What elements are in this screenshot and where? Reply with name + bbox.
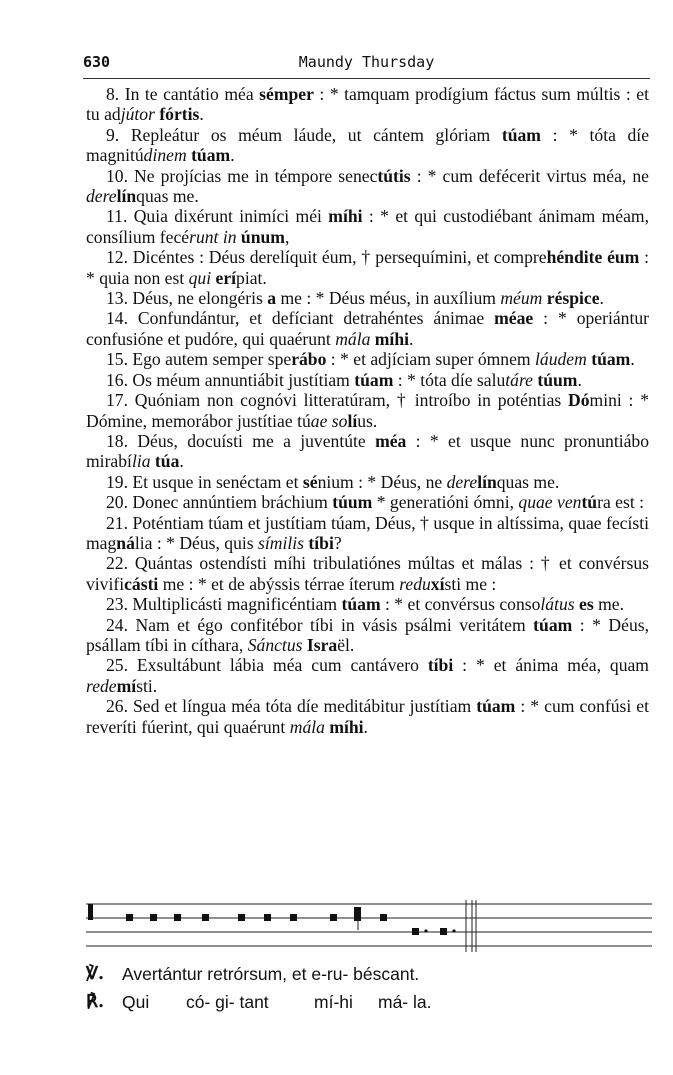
verse-segment: * generatióni ómni, [372, 492, 519, 513]
verse-segment: míhi [328, 206, 363, 227]
verse-segment: : * Déus, psállam tíbi in cíthara, [86, 614, 649, 655]
note [380, 914, 387, 921]
psalm-verse [86, 472, 649, 492]
verse-segment: lín [477, 471, 497, 492]
verse-segment: . [179, 451, 184, 472]
verse-segment: piat. [236, 267, 267, 288]
verse-segment: so [331, 410, 348, 431]
verse-segment: 19. Et usque in senéctam et [106, 471, 303, 492]
psalm-verse [86, 594, 649, 614]
verse-segment: . [409, 328, 414, 349]
verse-segment: dere [86, 186, 117, 207]
verse-segment: tíbi [427, 655, 454, 676]
verse-segment: : * tamquam prodígium fáctus sum múltis : et tu ad [86, 84, 649, 125]
response-symbol: ℟. [86, 992, 105, 1012]
do-clef [88, 904, 93, 920]
dot [452, 929, 455, 932]
verse-segment: 10. Ne projícias me in témpore senec [106, 165, 378, 186]
verse-segment: : * quia non est [86, 247, 649, 288]
verse-segment: látus [540, 594, 575, 615]
note [412, 928, 419, 935]
verse-segment: 25. Exsultábunt lábia méa cum cantávero [106, 655, 428, 676]
psalm-verse [86, 655, 649, 696]
verse-segment: 18. Déus, docuísti me a juventúte [106, 430, 376, 451]
verse-segment: ël. [337, 634, 355, 655]
verse-segment: túam [591, 349, 631, 370]
note [126, 914, 133, 921]
versicle-text: Avertántur retrórsum, et e-ru- béscant. [122, 964, 420, 984]
verse-segment: láudem [535, 349, 587, 370]
header-rule [83, 78, 650, 79]
verse-segment: sti me : [444, 573, 497, 594]
chant-text [86, 962, 652, 1018]
verse-segment: 14. Confundántur, et defíciant detrahéntes ánimae [106, 308, 495, 329]
verse-segment: quae [518, 492, 553, 513]
verse-segment: 17. Quóniam non cognóvi litteratúram, † introíbo in poténtias [106, 390, 568, 411]
verse-segment: túum [537, 369, 578, 390]
verse-segment: éum [607, 247, 640, 268]
verse-segment: . [577, 369, 582, 390]
verse-segment: : * cum confúsi et reveríti fúerint, qui quaérunt [86, 696, 649, 737]
verse-segment: 11. Quia dixérunt inimíci méi [106, 206, 329, 227]
verse-segment: us. [357, 410, 378, 431]
note [354, 914, 361, 921]
response-line [86, 990, 652, 1014]
verse-segment: : * operiántur confusióne et pudóre, qui quaérunt [86, 308, 649, 349]
verse-segment: es [579, 594, 594, 615]
verse-segment: nium : * Déus, ne [317, 471, 447, 492]
verse-segment: táre [505, 369, 533, 390]
verse-segment: sti. [136, 675, 158, 696]
verse-segment: lia [131, 451, 151, 472]
note [202, 914, 209, 921]
note [238, 914, 245, 921]
response-syllable: mí-hi [314, 992, 353, 1012]
verse-segment: cásti [124, 573, 159, 594]
verse-segment: rede [86, 675, 117, 696]
verse-segment: qui [188, 267, 212, 288]
verse-segment: réspice [546, 288, 600, 309]
verse-segment: . [630, 349, 635, 370]
verse-segment: ae [310, 410, 328, 431]
staff-notation [86, 900, 652, 960]
verse-segment: Sánctus [247, 634, 303, 655]
psalm-verse [86, 125, 649, 166]
verse-segment: : * et usque nunc pronuntiábo mirabí [86, 430, 649, 472]
verse-segment: Dó [568, 390, 590, 411]
verse-segment: túam [341, 594, 381, 615]
verse-segment: túam [476, 696, 516, 717]
verse-segment: 21. Poténtiam túam et justítiam túam, Déus, † usque in altíssima, quae fecísti mag [86, 512, 649, 553]
verse-segment: quas me. [136, 186, 199, 207]
psalm-verse [86, 513, 649, 554]
verse-segment: . [230, 145, 235, 166]
verse-segment: me : * et de abýssis térrae íterum [158, 573, 400, 594]
verse-segment: : * et adjíciam super ómnem [326, 349, 536, 370]
response-syllable: có- gi- tant [186, 992, 269, 1012]
verse-segment: . [363, 716, 368, 737]
verse-segment: 8. In te cantátio méa [106, 84, 260, 104]
versicle-line [86, 962, 652, 986]
verse-segment: únum [240, 226, 285, 247]
verse-segment: mála [289, 716, 325, 737]
verse-segment: mí [116, 675, 137, 696]
verse-segment: túam [533, 614, 573, 635]
dot [424, 929, 427, 932]
verse-segment: 24. Nam et égo confitébor tíbi in vásis psálmi veritátem [106, 614, 534, 635]
verse-segment: ? [333, 532, 342, 553]
verse-segment: túum [332, 492, 373, 513]
verse-segment: 9. Repleátur os méum láude, ut cántem glóriam [106, 124, 502, 145]
verse-segment: símilis [258, 532, 304, 553]
verse-segment: 20. Donec annúntiem bráchium [106, 492, 333, 513]
verse-segment: túam [501, 124, 541, 145]
verse-segment: ra est : [597, 492, 644, 513]
verse-segment: me : * Déus méus, in auxílium [276, 288, 501, 309]
verse-segment: túam [191, 145, 231, 166]
versicle-symbol: ℣. [86, 964, 105, 984]
verse-segment: : * cum defécerit virtus méa, ne [410, 165, 649, 186]
running-title: Maundy Thursday [298, 53, 435, 71]
verse-segment: erí [215, 267, 237, 288]
verse-segment: 23. Multiplicásti magnificéntiam [106, 594, 342, 615]
verse-segment: sé [302, 471, 318, 492]
verse-segment: méae [494, 308, 534, 329]
verse-segment: . [599, 288, 604, 309]
page-header [83, 53, 650, 77]
verse-segment: quas me. [496, 471, 560, 492]
chant-staff [86, 900, 652, 960]
verse-segment: 15. Ego autem semper spe [106, 349, 292, 370]
verse-segment: a [267, 288, 277, 309]
psalm-verse [86, 247, 649, 288]
verse-segment: rábo [291, 349, 327, 370]
page-number: 630 [83, 53, 111, 71]
verse-segment: me. [593, 594, 624, 615]
verse-segment: : * tóta díe salu [393, 369, 506, 390]
verse-segment: jútor [120, 104, 155, 125]
note [290, 914, 297, 921]
verse-segment: , [284, 226, 290, 247]
verse-segment: xí [430, 573, 445, 594]
note [150, 914, 157, 921]
psalm-verse [86, 166, 649, 207]
verse-segment: 13. Déus, ne elongéris [106, 288, 268, 309]
verse-segment: túa [154, 451, 180, 472]
verse-segment: fórtis [159, 104, 200, 125]
psalm-verse [86, 553, 649, 594]
verse-segment: dere [446, 471, 478, 492]
psalm-verse [86, 431, 649, 472]
verse-segment: redu [399, 573, 431, 594]
verse-segment: 12. Dicéntes : Déus derelíquit éum, † persequímini, et compre [106, 247, 547, 268]
psalm-verse [86, 696, 649, 737]
verse-segment: míhi [374, 328, 409, 349]
verse-segment: lí [347, 410, 358, 431]
verse-segment: 16. Os méum annuntiábit justítiam [106, 369, 355, 390]
verse-segment: héndite [546, 247, 603, 268]
verse-segment: lia : * Déus, quis [134, 532, 259, 553]
note [354, 907, 361, 914]
verse-segment: tútis [377, 165, 411, 186]
psalm-verse [86, 492, 649, 512]
psalm-verse [86, 349, 649, 369]
verse-segment: 26. Sed et língua méa tóta díe meditábitur justítiam [106, 696, 477, 717]
verse-segment: 22. Quántas ostendísti míhi tribulatiónes múltas et málas : † et convérsus vivifi [86, 553, 649, 594]
verse-segment: míhi [329, 716, 364, 737]
verse-segment: ven [557, 492, 582, 513]
verse-segment: : * et convérsus conso [380, 594, 541, 615]
note [174, 914, 181, 921]
verse-segment: túam [354, 369, 394, 390]
note [330, 914, 337, 921]
verse-segment: mini : * Dómine, memorábor justítiae tú [86, 390, 649, 431]
note [440, 928, 447, 935]
verse-segment: lín [116, 186, 137, 207]
verse-segment: : * et ánima méa, quam [453, 655, 649, 676]
verse-segment: sémper [259, 84, 314, 104]
psalm-verse [86, 288, 649, 308]
verse-segment: dinem [143, 145, 187, 166]
verse-segment: mála [335, 328, 371, 349]
verse-segment: tíbi [308, 532, 334, 553]
psalm-verse [86, 615, 649, 656]
psalm-verses [86, 84, 649, 737]
verse-segment: Isra [306, 634, 338, 655]
verse-segment: : * tóta díe magnitú [86, 124, 649, 166]
verse-segment: . [199, 104, 204, 125]
response-syllable: Qui [122, 992, 150, 1012]
verse-segment: méum [500, 288, 543, 309]
verse-segment: runt in [189, 226, 237, 247]
psalm-verse [86, 206, 649, 247]
verse-segment: : * et qui custodiébant ánimam méam, consílium fecé [86, 206, 650, 247]
psalm-verse [86, 390, 649, 431]
verse-segment: ná [116, 532, 135, 553]
response-syllable: má- la. [378, 992, 432, 1012]
psalm-verse [86, 370, 649, 390]
note [264, 914, 271, 921]
psalm-verse [86, 308, 649, 349]
psalm-verse [86, 84, 649, 125]
verse-segment: tú [581, 492, 598, 513]
verse-segment: méa [375, 430, 407, 451]
